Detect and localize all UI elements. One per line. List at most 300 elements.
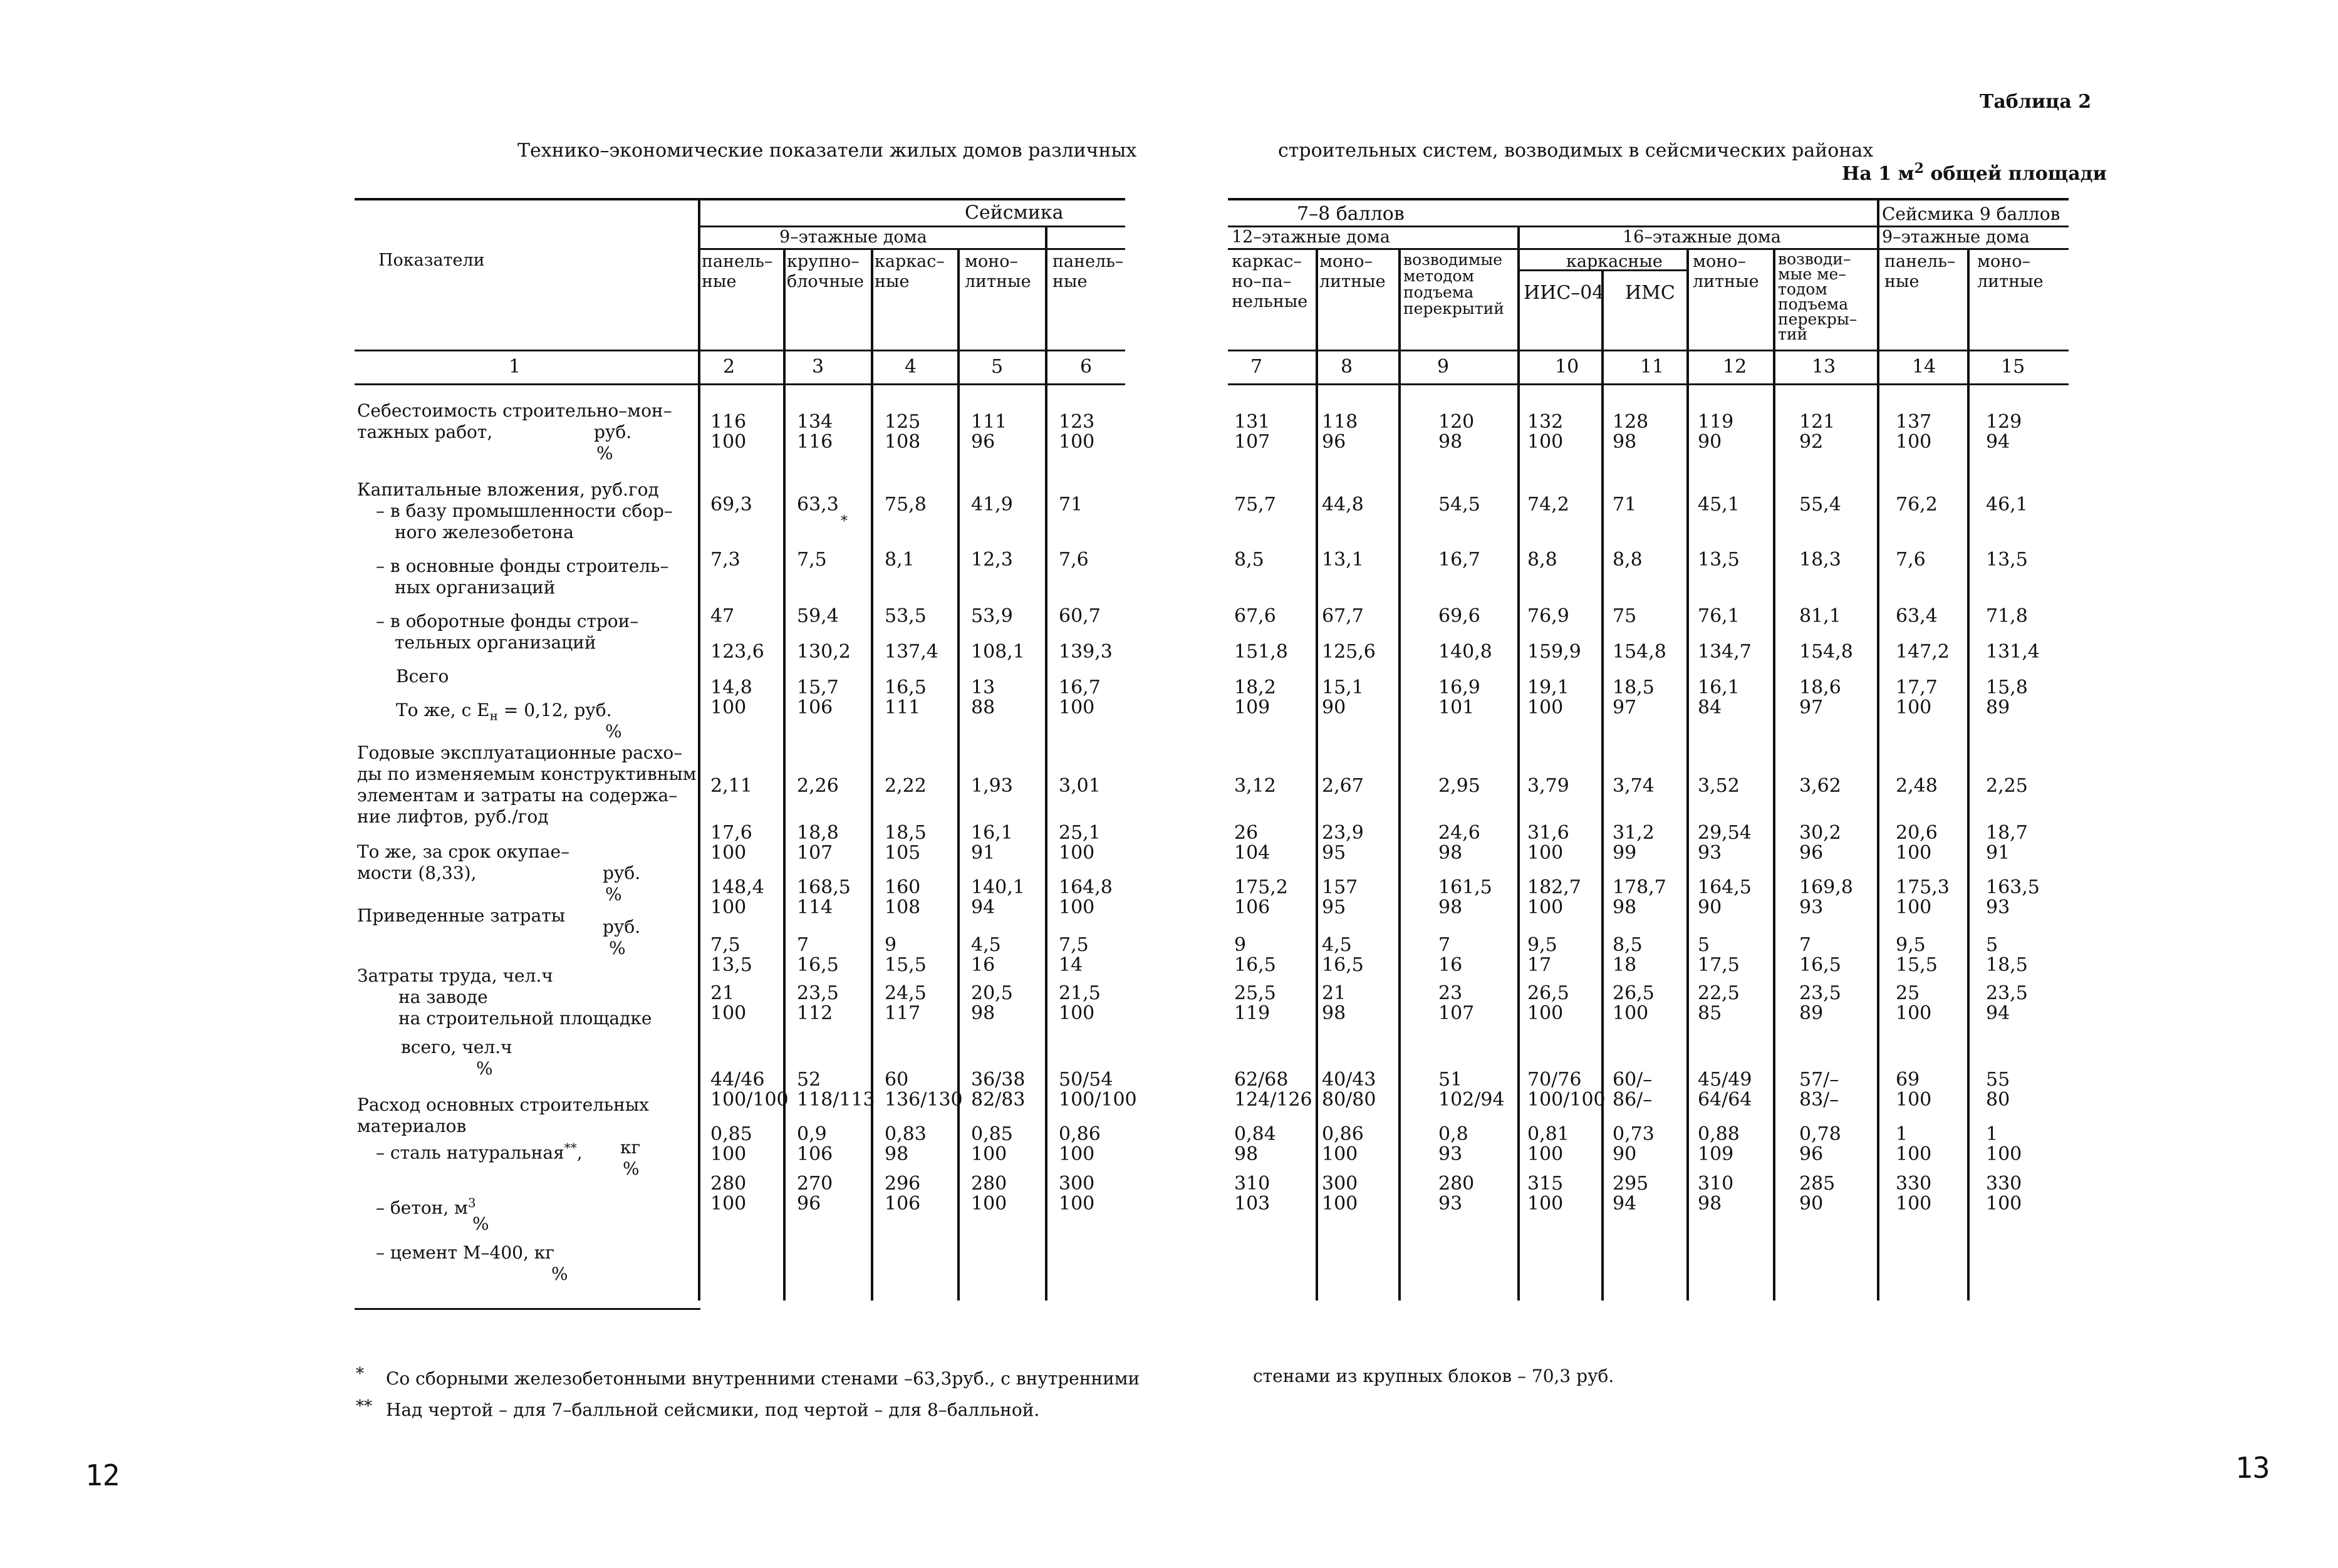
table-cell: 20,5 (971, 982, 1013, 1004)
right-top-rule (1228, 198, 2069, 200)
header-col4: каркас– ные (875, 252, 945, 291)
table-cell: 100 (710, 697, 747, 719)
table-cell: 89 (1799, 1002, 1824, 1024)
table-cell: 71,8 (1986, 605, 2028, 627)
table-cell: 55 (1986, 1069, 2010, 1091)
table-cell: 89 (1986, 697, 2010, 719)
table-number: Таблица 2 (1980, 91, 2092, 113)
table-cell: 100 (1527, 1002, 1564, 1024)
table-cell: 12,3 (971, 549, 1013, 571)
table-cell: 169,8 (1799, 876, 1853, 898)
label-oper-b: ды по изменяемым конструктивным (357, 764, 697, 784)
table-cell: 140,8 (1438, 641, 1492, 663)
table-cell: 88 (971, 697, 995, 719)
table-cell: 159,9 (1527, 641, 1581, 663)
footnote-2: Над чертой – для 7–балльной сейсмики, под чертой – для 8–балльной. (386, 1399, 1040, 1420)
table-cell: 8,5 (1234, 549, 1264, 571)
table-cell: 123,6 (710, 641, 764, 663)
table-cell: 119 (1234, 1002, 1270, 1024)
table-cell: 98 (1438, 842, 1463, 864)
header-col13: возводи– мые ме– тодом подъема перекры– тий (1778, 250, 1857, 343)
label-steel-unit: кг (620, 1137, 641, 1158)
table-cell: 100 (971, 1143, 1007, 1165)
table-cell: 100 (1059, 842, 1095, 864)
label-labor-total: всего, чел.ч (401, 1037, 512, 1057)
table-cell: 5 (1986, 934, 1998, 956)
table-cell: 75,8 (885, 494, 927, 516)
table-cell: 57/– (1799, 1069, 1839, 1091)
table-cell: 29,54 (1698, 822, 1752, 844)
column-number: 4 (905, 356, 917, 378)
left-vline (783, 248, 786, 1301)
label-total: Всего (396, 666, 449, 687)
table-cell: 100 (1059, 1143, 1095, 1165)
table-cell: 0,8 (1438, 1123, 1468, 1145)
table-cell: 100 (1059, 896, 1095, 918)
table-cell: 93 (1799, 896, 1824, 918)
table-cell: 96 (1322, 431, 1346, 453)
table-cell: 94 (971, 896, 995, 918)
table-cell: 16,5 (797, 954, 839, 976)
table-cell: 296 (885, 1173, 921, 1195)
table-cell: 17,6 (710, 822, 752, 844)
table-cell: 15,5 (1896, 954, 1938, 976)
table-cell: 9 (885, 934, 897, 956)
label-cost-unit: руб. (594, 422, 632, 442)
table-cell: 100 (1986, 1143, 2022, 1165)
table-cell: 100 (1896, 1143, 1932, 1165)
label-same-en-pct: % (605, 721, 622, 742)
table-cell: 69 (1896, 1069, 1920, 1091)
table-cell: 93 (1698, 842, 1722, 864)
table-cell: 13,5 (1698, 549, 1740, 571)
table-cell: 90 (1613, 1143, 1637, 1165)
table-cell: 16 (1438, 954, 1463, 976)
table-cell: 8,5 (1613, 934, 1643, 956)
table-cell: 8,8 (1613, 549, 1643, 571)
table-cell: 112 (797, 1002, 833, 1024)
table-cell: 2,95 (1438, 775, 1480, 797)
header-col12: моно– литные (1693, 252, 1759, 291)
table-cell: 63,3 (797, 494, 839, 516)
label-cost-a: Себестоимость строительно–мон– (357, 400, 672, 421)
table-cell: 21 (1322, 982, 1346, 1004)
table-cell: 15,7 (797, 677, 839, 698)
table-cell: 18,3 (1799, 549, 1841, 571)
table-cell: 0,86 (1322, 1123, 1364, 1145)
table-cell: 1 (1896, 1123, 1908, 1145)
table-cell: 1,93 (971, 775, 1013, 797)
table-cell: 154,8 (1799, 641, 1853, 663)
table-cell: 147,2 (1896, 641, 1950, 663)
table-cell: 5 (1698, 934, 1710, 956)
table-cell: 13 (971, 677, 995, 698)
label-reduced: Приведенные затраты (357, 905, 566, 926)
table-cell: 83/– (1799, 1089, 1839, 1111)
table-cell: 163,5 (1986, 876, 2040, 898)
table-cell: 92 (1799, 431, 1824, 453)
table-cell: 81,1 (1799, 605, 1841, 627)
table-cell: 26,5 (1613, 982, 1655, 1004)
table-cell: 30,2 (1799, 822, 1841, 844)
table-cell: 280 (1438, 1173, 1475, 1195)
table-cell: 0,88 (1698, 1123, 1740, 1145)
table-cell: 17,5 (1698, 954, 1740, 976)
table-cell: 14 (1059, 954, 1083, 976)
header-col9: возводимые методом подъема перекрытий (1403, 251, 1504, 318)
label-labor-factory: на заводе (398, 987, 488, 1007)
table-cell: 96 (1799, 842, 1824, 864)
table-cell: 109 (1698, 1143, 1734, 1165)
table-cell: 116 (710, 411, 747, 433)
table-cell: 23,5 (1986, 982, 2028, 1004)
table-cell: 151,8 (1234, 641, 1288, 663)
table-cell: 106 (797, 697, 833, 719)
table-cell: 106 (1234, 896, 1270, 918)
table-cell: 109 (1234, 697, 1270, 719)
table-cell: 36/38 (971, 1069, 1026, 1091)
table-cell: 100 (1059, 1002, 1095, 1024)
table-cell: 100 (1896, 896, 1932, 918)
table-cell: 18 (1613, 954, 1637, 976)
table-cell: 100 (1059, 431, 1095, 453)
table-cell: 2,22 (885, 775, 927, 797)
header-9-storey: 9–этажные дома (779, 227, 927, 247)
table-cell: 134 (797, 411, 833, 433)
table-cell: 76,2 (1896, 494, 1938, 516)
label-capital: Капитальные вложения, руб.год (357, 479, 659, 500)
table-cell: 99 (1613, 842, 1637, 864)
table-cell: 59,4 (797, 605, 839, 627)
table-cell: 137,4 (885, 641, 938, 663)
column-number: 2 (723, 356, 735, 378)
footnote-1-left: Со сборными железобетонными внутренними стенами –63,3руб., с внутренними (386, 1368, 1140, 1389)
table-cell: 116 (797, 431, 833, 453)
table-cell: 98 (1438, 896, 1463, 918)
table-cell: 280 (971, 1173, 1007, 1195)
right-vline (1877, 198, 1879, 1301)
table-cell: 16,5 (885, 677, 927, 698)
table-cell: 23,9 (1322, 822, 1364, 844)
table-cell: 71 (1613, 494, 1637, 516)
table-cell: 82/83 (971, 1089, 1026, 1111)
label-fixed-a: – в основные фонды строитель– (376, 556, 669, 576)
table-cell: 129 (1986, 411, 2022, 433)
left-vline (957, 248, 960, 1301)
table-cell: 121 (1799, 411, 1836, 433)
table-cell: 24,6 (1438, 822, 1480, 844)
table-cell: 98 (1613, 431, 1637, 453)
table-cell: 164,5 (1698, 876, 1752, 898)
title-right: строительных систем, возводимых в сейсмических районах (1278, 140, 1874, 162)
table-cell: 2,26 (797, 775, 839, 797)
table-cell: 16,5 (1322, 954, 1364, 976)
label-working-a: – в оборотные фонды строи– (376, 611, 639, 631)
table-cell: 60 (885, 1069, 909, 1091)
table-cell: 45,1 (1698, 494, 1740, 516)
header-col15: моно– литные (1977, 252, 2044, 291)
label-same-en: То же, с $Е_н = 0,12$, руб. (396, 700, 612, 724)
table-cell: 0,9 (797, 1123, 827, 1145)
table-cell: 13,5 (710, 954, 752, 976)
table-cell: 100 (1896, 431, 1932, 453)
table-cell: 98 (885, 1143, 909, 1165)
table-cell: 98 (1698, 1193, 1722, 1215)
label-steel: – сталь натуральная**, (376, 1140, 583, 1163)
table-cell: 70/76 (1527, 1069, 1582, 1091)
column-number: 1 (509, 356, 521, 378)
table-cell: 16,5 (1799, 954, 1841, 976)
label-reduced-pct: % (609, 938, 626, 958)
table-cell: 9,5 (1896, 934, 1926, 956)
table-cell: 310 (1698, 1173, 1734, 1195)
table-cell: 95 (1322, 896, 1346, 918)
table-cell: 21,5 (1059, 982, 1101, 1004)
left-bottom-rule (355, 1308, 700, 1310)
table-cell: 7 (1799, 934, 1812, 956)
table-cell: 75,7 (1234, 494, 1276, 516)
table-cell: 300 (1322, 1173, 1358, 1195)
table-cell: 100 (710, 1193, 747, 1215)
header-seismic-9: Сейсмика 9 баллов (1882, 204, 2060, 224)
table-cell: 8,8 (1527, 549, 1557, 571)
table-cell: 19,1 (1527, 677, 1569, 698)
table-cell: 0,85 (710, 1123, 752, 1145)
table-cell: 100 (971, 1193, 1007, 1215)
label-labor-pct: % (476, 1058, 493, 1079)
table-cell: 23,5 (797, 982, 839, 1004)
table-cell: 7,5 (1059, 934, 1089, 956)
table-cell: 16,1 (1698, 677, 1740, 698)
table-cell: 100 (1896, 697, 1932, 719)
table-cell: 18,5 (1986, 954, 2028, 976)
table-cell: 157 (1322, 876, 1358, 898)
table-cell: 100 (1986, 1193, 2022, 1215)
table-cell: 98 (1322, 1002, 1346, 1024)
table-cell: 100 (1527, 1143, 1564, 1165)
right-rule-nums-top (1228, 350, 2069, 351)
table-cell: 80 (1986, 1089, 2010, 1111)
table-cell: 111 (971, 411, 1007, 433)
table-cell: 119 (1698, 411, 1734, 433)
table-cell: 44/46 (710, 1069, 765, 1091)
right-rule-nums-bot (1228, 383, 2069, 385)
table-cell: 67,7 (1322, 605, 1364, 627)
label-concrete: – бетон, $м^3$ (376, 1195, 476, 1218)
table-cell: 295 (1613, 1173, 1649, 1195)
label-labor: Затраты труда, чел.ч (357, 965, 553, 986)
table-cell: 69,3 (710, 494, 752, 516)
table-cell: 45/49 (1698, 1069, 1752, 1091)
table-cell: 93 (1438, 1193, 1463, 1215)
label-payback-b: мости (8,33), (357, 863, 477, 883)
table-cell: 3,52 (1698, 775, 1740, 797)
table-cell: 4,5 (1322, 934, 1352, 956)
table-cell: 3,79 (1527, 775, 1569, 797)
table-cell: 63,4 (1896, 605, 1938, 627)
table-cell: 54,5 (1438, 494, 1480, 516)
footnote-1-right: стенами из крупных блоков – 70,3 руб. (1253, 1366, 1614, 1386)
table-cell: 108 (885, 896, 921, 918)
table-cell: 55,4 (1799, 494, 1841, 516)
right-vline (1773, 248, 1775, 1301)
table-cell: 3,01 (1059, 775, 1101, 797)
label-payback-a: То же, за срок окупае– (357, 841, 570, 862)
table-cell: 111 (885, 697, 921, 719)
table-cell: 18,8 (797, 822, 839, 844)
label-base-b: ного железобетона (395, 522, 574, 543)
table-cell: 100 (1322, 1193, 1358, 1215)
table-cell: 285 (1799, 1173, 1836, 1195)
left-rule-nums-top (355, 350, 1125, 351)
table-cell: 100 (1059, 697, 1095, 719)
table-cell: 53,5 (885, 605, 927, 627)
table-cell: 94 (1986, 431, 2010, 453)
table-cell: 96 (797, 1193, 821, 1215)
table-cell: 98 (971, 1002, 995, 1024)
table-cell: 23,5 (1799, 982, 1841, 1004)
table-cell: 60,7 (1059, 605, 1101, 627)
column-number: 10 (1555, 356, 1579, 378)
table-cell: 71 (1059, 494, 1083, 516)
column-number: 5 (991, 356, 1004, 378)
left-vline (871, 248, 873, 1301)
table-cell: 0,78 (1799, 1123, 1841, 1145)
table-cell: 90 (1322, 697, 1346, 719)
table-cell: 100 (710, 1002, 747, 1024)
table-cell: 16,5 (1234, 954, 1276, 976)
table-cell: 85 (1698, 1002, 1722, 1024)
table-cell: 120 (1438, 411, 1475, 433)
table-cell: 26 (1234, 822, 1259, 844)
table-cell: 118/113 (797, 1089, 875, 1111)
footnote-1-mark: * (356, 1364, 364, 1383)
table-cell: 2,25 (1986, 775, 2028, 797)
table-cell: 8,1 (885, 549, 915, 571)
table-cell: 7,3 (710, 549, 740, 571)
label-cost-b: тажных работ, (357, 422, 493, 442)
header-col8: моно– литные (1319, 252, 1386, 291)
table-cell: 25,5 (1234, 982, 1276, 1004)
table-cell: 132 (1527, 411, 1564, 433)
table-cell: 86/– (1613, 1089, 1653, 1111)
table-cell: 123 (1059, 411, 1095, 433)
header-7-8-points: 7–8 баллов (1297, 203, 1405, 225)
table-cell: 7,6 (1896, 549, 1926, 571)
right-rule-groups (1228, 248, 2069, 250)
table-cell: 164,8 (1059, 876, 1113, 898)
table-cell: 114 (797, 896, 833, 918)
table-cell: 0,73 (1613, 1123, 1655, 1145)
label-materials-a: Расход основных строительных (357, 1094, 649, 1115)
table-cell: 17,7 (1896, 677, 1938, 698)
table-cell: 330 (1986, 1173, 2022, 1195)
table-cell: 100 (1527, 896, 1564, 918)
label-reduced-unit: руб. (603, 916, 641, 937)
table-cell: 3,74 (1613, 775, 1655, 797)
header-seismic: Сейсмика (965, 202, 1064, 224)
label-oper-a: Годовые эксплуатационные расхо– (357, 742, 683, 763)
table-cell: 103 (1234, 1193, 1270, 1215)
label-cement-pct: % (551, 1264, 568, 1284)
column-number: 15 (2001, 356, 2025, 378)
table-cell: 107 (797, 842, 833, 864)
table-cell: 2,67 (1322, 775, 1364, 797)
unit-note: На 1 $м^2$ общей площади (1842, 160, 2107, 185)
table-cell: 137 (1896, 411, 1932, 433)
table-cell: 100/100 (710, 1089, 789, 1111)
table-cell: 2,48 (1896, 775, 1938, 797)
header-col14: панель– ные (1884, 252, 1956, 291)
table-cell: 94 (1986, 1002, 2010, 1024)
table-cell: 2,11 (710, 775, 752, 797)
table-cell: 16 (971, 954, 995, 976)
table-cell: 18,5 (1613, 677, 1655, 698)
table-cell: 0,83 (885, 1123, 927, 1145)
column-number: 9 (1437, 356, 1450, 378)
table-cell: 0,86 (1059, 1123, 1101, 1145)
table-cell: 93 (1986, 896, 2010, 918)
table-cell: 76,9 (1527, 605, 1569, 627)
table-cell: 107 (1234, 431, 1270, 453)
table-cell: 300 (1059, 1173, 1095, 1195)
table-cell: 44,8 (1322, 494, 1364, 516)
table-cell: 52 (797, 1069, 821, 1091)
column-number: 12 (1723, 356, 1747, 378)
table-cell: 118 (1322, 411, 1358, 433)
table-cell: 106 (885, 1193, 921, 1215)
table-cell: 25 (1896, 982, 1920, 1004)
table-cell: 15,1 (1322, 677, 1364, 698)
label-steel-pct: % (623, 1158, 640, 1179)
label-oper-d: ние лифтов, руб./год (357, 806, 549, 827)
table-cell: 18,7 (1986, 822, 2028, 844)
table-cell: 51 (1438, 1069, 1463, 1091)
table-cell: 13,5 (1986, 549, 2028, 571)
label-fixed-b: ных организаций (395, 577, 556, 598)
table-cell: 41,9 (971, 494, 1013, 516)
label-base-a: – в базу промышленности сбор– (376, 501, 673, 521)
table-cell: 7,5 (710, 934, 740, 956)
table-cell: 178,7 (1613, 876, 1666, 898)
label-concrete-pct: % (472, 1213, 489, 1234)
table-cell: 104 (1234, 842, 1270, 864)
table-cell: 330 (1896, 1173, 1932, 1195)
label-materials-b: материалов (357, 1116, 467, 1136)
left-vline (698, 198, 700, 1301)
right-vline (1398, 248, 1401, 1301)
table-cell: 24,5 (885, 982, 927, 1004)
label-payback-unit: руб. (603, 863, 641, 883)
title-left: Технико–экономические показатели жилых домов различных (517, 140, 1137, 162)
table-cell: 270 (797, 1173, 833, 1195)
table-cell: 69,6 (1438, 605, 1480, 627)
table-cell: 100 (710, 896, 747, 918)
table-cell: 168,5 (797, 876, 851, 898)
table-cell: 106 (797, 1143, 833, 1165)
left-vline (1045, 226, 1047, 1301)
header-col6: панель– ные (1052, 252, 1124, 291)
table-cell: 100 (1527, 431, 1564, 453)
table-cell: 175,3 (1896, 876, 1950, 898)
table-cell: 98 (1438, 431, 1463, 453)
table-cell: 91 (971, 842, 995, 864)
table-cell: 53,9 (971, 605, 1013, 627)
table-cell: 18,2 (1234, 677, 1276, 698)
column-number: 8 (1341, 356, 1353, 378)
table-cell: 64/64 (1698, 1089, 1752, 1111)
table-cell: 1 (1986, 1123, 1998, 1145)
